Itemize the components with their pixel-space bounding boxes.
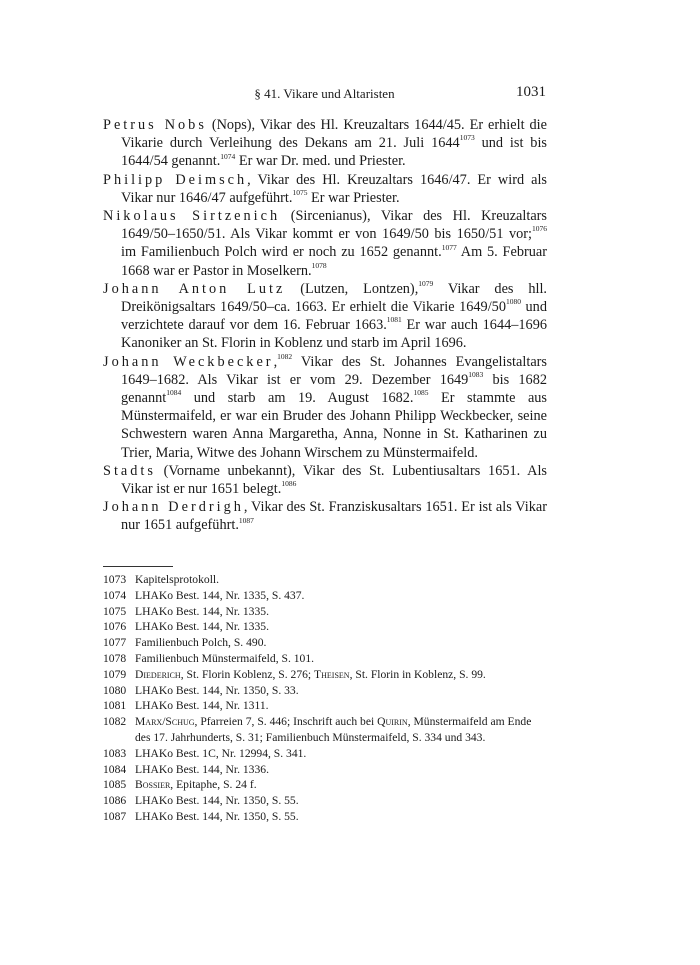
footnote: [103, 635, 547, 651]
footnotes: [103, 572, 547, 825]
entry-name: Johann Weckbecker: [103, 353, 274, 370]
footnote-number: 1077: [103, 636, 127, 650]
footnote-text: Marx/Schug, Pfarreien 7, S. 446; Inschrift auch bei Quirin, Münstermaifeld am Ende des 17. Jahrhunderts, S. 31; Familienbuch Münstermaifeld, S. 334 und 343.: [135, 715, 532, 744]
footnote: [103, 809, 547, 825]
page-number: 1031: [516, 84, 546, 100]
footnote: [103, 619, 547, 635]
author-name: Bossier: [135, 778, 171, 792]
author-name: Quirin: [377, 715, 408, 729]
footnote-ref[interactable]: 1085: [413, 388, 429, 398]
footnote-text: LHAKo Best. 144, Nr. 1336.: [135, 762, 269, 776]
footnote-number: 1085: [103, 778, 127, 792]
footnote-text: Kapitelsprotokoll.: [135, 573, 220, 586]
footnote-text: LHAKo Best. 144, Nr. 1311.: [135, 699, 269, 713]
entry-name: Johann Derdrigh: [103, 499, 244, 516]
footnote-ref[interactable]: 1084: [166, 388, 182, 398]
entry-name: Nikolaus Sirtzenich: [103, 208, 281, 225]
footnote-ref[interactable]: 1087: [238, 515, 254, 525]
entry-name: Philipp Deimsch: [103, 171, 248, 188]
entry-stadts: Stadts (Vorname unbekannt), Vikar des St. Lubentiusaltars 1651. Als Vikar ist er nur 1651 belegt.$^{1086}$: [103, 462, 547, 498]
footnote: [103, 604, 547, 620]
footnote: [103, 714, 547, 746]
author-name: Marx/Schug: [135, 715, 195, 729]
entry-philipp-deimsch: Philipp Deimsch, Vikar des Hl. Kreuzaltars 1646/47. Er wird als Vikar nur 1646/47 aufgeführt.$^{1075}$ Er war Priester.: [103, 171, 547, 206]
footnote: [103, 572, 547, 588]
footnote-number: 1075: [103, 604, 127, 618]
footnote-text: LHAKo Best. 144, Nr. 1335, S. 437.: [135, 588, 305, 602]
footnote-number: 1074: [103, 588, 127, 602]
footnote-ref[interactable]: 1082: [277, 351, 293, 361]
footnote: [103, 698, 547, 714]
main-text: [103, 116, 547, 535]
footnote-number: 1079: [103, 667, 127, 681]
footnote-separator: [103, 566, 173, 567]
footnote-number: 1073: [103, 573, 127, 586]
author-name: Diederich: [135, 667, 181, 681]
section-title: § 41. Vikare und Altaristen: [254, 86, 395, 101]
footnote-text: LHAKo Best. 144, Nr. 1335.: [135, 604, 269, 618]
entry-nikolaus-sirtzenich: Nikolaus Sirtzenich (Sircenianus), Vikar des Hl. Kreuzaltars 1649/50–1650/51. Als Vikar kommt er von 1649/50 bis 1650/51 vor;$^{1076}$ im Familienbuch Polch wird er noch zu 1652 genannt.$^{1077}$ Am 5. Februar 1668 war er Pastor in Moselkern.$^{1078}$: [103, 208, 547, 279]
entry-johann-anton-lutz: Johann Anton Lutz (Lutzen, Lontzen),$^{1079}$ Vikar des hll. Dreikönigsaltars 1649/50–ca. 1663. Er erhielt die Vikarie $1649/50^{1080}$ und verzichtete darauf vor dem 16. Februar 1663.$^{1081}$ Er war auch 1644–1696 Kanoniker an St. Florin in Koblenz und starb im April 1696.: [103, 279, 547, 352]
entry-name: Stadts: [103, 462, 156, 479]
footnote-number: 1083: [103, 746, 127, 760]
footnote-text: Diederich, St. Florin Koblenz, S. 276; Theisen, St. Florin in Koblenz, S. 99.: [135, 667, 486, 681]
footnote-ref[interactable]: 1081: [386, 315, 402, 325]
footnote-ref[interactable]: 1078: [311, 260, 327, 270]
footnote-ref[interactable]: 1086: [281, 479, 297, 489]
author-name: Theisen: [314, 667, 350, 681]
footnote-number: 1080: [103, 683, 127, 697]
footnote-ref[interactable]: 1077: [441, 242, 457, 252]
entry-johann-derdrigh: Johann Derdrigh, Vikar des St. Franziskusaltars 1651. Er ist als Vikar nur 1651 aufgeführt.$^{1087}$: [103, 499, 547, 534]
footnote: [103, 667, 547, 683]
entry-name: Petrus Nobs: [103, 117, 207, 133]
footnote-text: LHAKo Best. 144, Nr. 1350, S. 55.: [135, 794, 299, 808]
footnote: [103, 588, 547, 604]
footnote-number: 1078: [103, 651, 127, 665]
footnote-text: Familienbuch Polch, S. 490.: [135, 636, 267, 650]
footnote-text: LHAKo Best. 1C, Nr. 12994, S. 341.: [135, 746, 307, 760]
footnote-number: 1084: [103, 762, 127, 776]
footnote-ref[interactable]: 1083: [468, 370, 484, 380]
footnote-ref[interactable]: 1074: [220, 151, 236, 161]
footnote-number: 1082: [103, 715, 127, 729]
footnote-ref[interactable]: 1080: [505, 297, 521, 307]
entry-petrus-nobs: Petrus Nobs (Nops), Vikar des Hl. Kreuzaltars 1644/45. Er erhielt die Vikarie durch Verleihung des Dekans am 21. Juli $1644^{1073}$ und ist bis 1644/54 genannt.$^{1074}$ Er war Dr. med. und Priester.: [103, 117, 547, 170]
footnote-ref[interactable]: 1079: [418, 279, 434, 289]
footnote-text: LHAKo Best. 144, Nr. 1350, S. 55.: [135, 809, 299, 823]
footnote: [103, 746, 547, 762]
footnote-number: 1087: [103, 809, 127, 823]
entry-johann-weckbecker: Johann Weckbecker,$^{1082}$ Vikar des St. Johannes Evangelistaltars 1649–1682. Als Vikar ist er vom 29. Dezember $1649^{1083}$ bis 1682 genannt$^{1084}$ und starb am 19. August 1682.$^{1085}$ Er stammte aus Münstermaifeld, er war ein Bruder des Johann Philipp Weckbecker, seine Schwestern waren Anna Margaretha, Anna, Nonne in St. Katharinen zu Trier, Maria, Witwe des Johann Wirschem zu Münstermaifeld.: [103, 351, 547, 461]
footnote: [103, 777, 547, 793]
footnote: [103, 651, 547, 667]
footnote: [103, 793, 547, 809]
footnote-text: Bossier, Epitaphe, S. 24 f.: [135, 778, 257, 792]
footnote-ref[interactable]: 1076: [532, 224, 547, 234]
footnote: [103, 762, 547, 778]
footnote-number: 1086: [103, 794, 127, 808]
footnote-text: LHAKo Best. 144, Nr. 1350, S. 33.: [135, 683, 299, 697]
footnote-number: 1081: [103, 699, 127, 713]
footnote: [103, 683, 547, 699]
footnote-ref[interactable]: 1075: [292, 188, 308, 198]
entry-name: Johann Anton Lutz: [103, 280, 286, 297]
running-header: [103, 84, 546, 104]
footnote-text: LHAKo Best. 144, Nr. 1335.: [135, 620, 269, 634]
footnote-text: Familienbuch Münstermaifeld, S. 101.: [135, 651, 315, 665]
footnote-ref[interactable]: 1073: [459, 133, 475, 143]
footnote-number: 1076: [103, 620, 127, 634]
